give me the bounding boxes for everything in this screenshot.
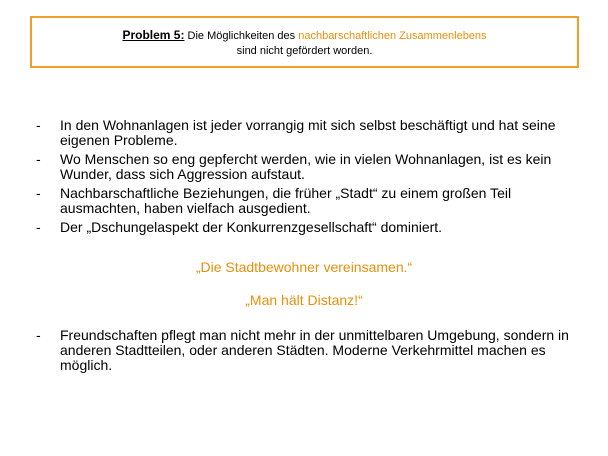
bullet-item <box>36 118 576 148</box>
title-line-2: sind nicht gefördert worden. <box>236 45 373 57</box>
title-line-1 <box>32 28 577 44</box>
bullet-dash: - <box>36 151 41 167</box>
bullet-item <box>36 152 576 182</box>
bullet-text: Wo Menschen so eng gepfercht werden, wie in vielen Wohnanlagen, ist es kein Wunder, dass sich Aggression aufstaut. <box>60 151 552 182</box>
bullet-item <box>36 186 576 216</box>
bullet-list <box>36 118 576 239</box>
bullet-item <box>36 220 576 235</box>
title-highlight: nachbarschaftlichen Zusammenlebens <box>298 30 487 42</box>
quote-distance: „Man hält Distanz!“ <box>245 292 363 308</box>
quote-loneliness: „Die Stadtbewohner vereinsamen.“ <box>195 259 413 275</box>
bullet-dash: - <box>36 219 41 235</box>
bullet-dash: - <box>36 117 41 133</box>
bullet-dash: - <box>36 185 41 201</box>
title-text: Die Möglichkeiten des <box>187 30 296 42</box>
bullet-text: Der „Dschungelaspekt der Konkurrenzgesellschaft“ dominiert. <box>60 219 443 235</box>
bullet-text: In den Wohnanlagen ist jeder vorrangig mit sich selbst beschäftigt und hat seine eigenen Probleme. <box>60 117 556 148</box>
problem-label: Problem 5: <box>122 28 185 42</box>
bullet-text: Nachbarschaftliche Beziehungen, die früher „Stadt“ zu einem großen Teil ausmachten, haben vielfach ausgedient. <box>60 185 512 216</box>
bullet-dash: - <box>36 327 41 343</box>
bullet-item <box>36 328 576 373</box>
bullet-list-2 <box>36 328 576 373</box>
title-box <box>30 16 579 68</box>
bullet-text: Freundschaften pflegt man nicht mehr in der unmittelbaren Umgebung, sondern in anderen Stadtteilen, oder anderen Städten. Moderne Verkehrmittel machen es möglich. <box>60 327 569 373</box>
